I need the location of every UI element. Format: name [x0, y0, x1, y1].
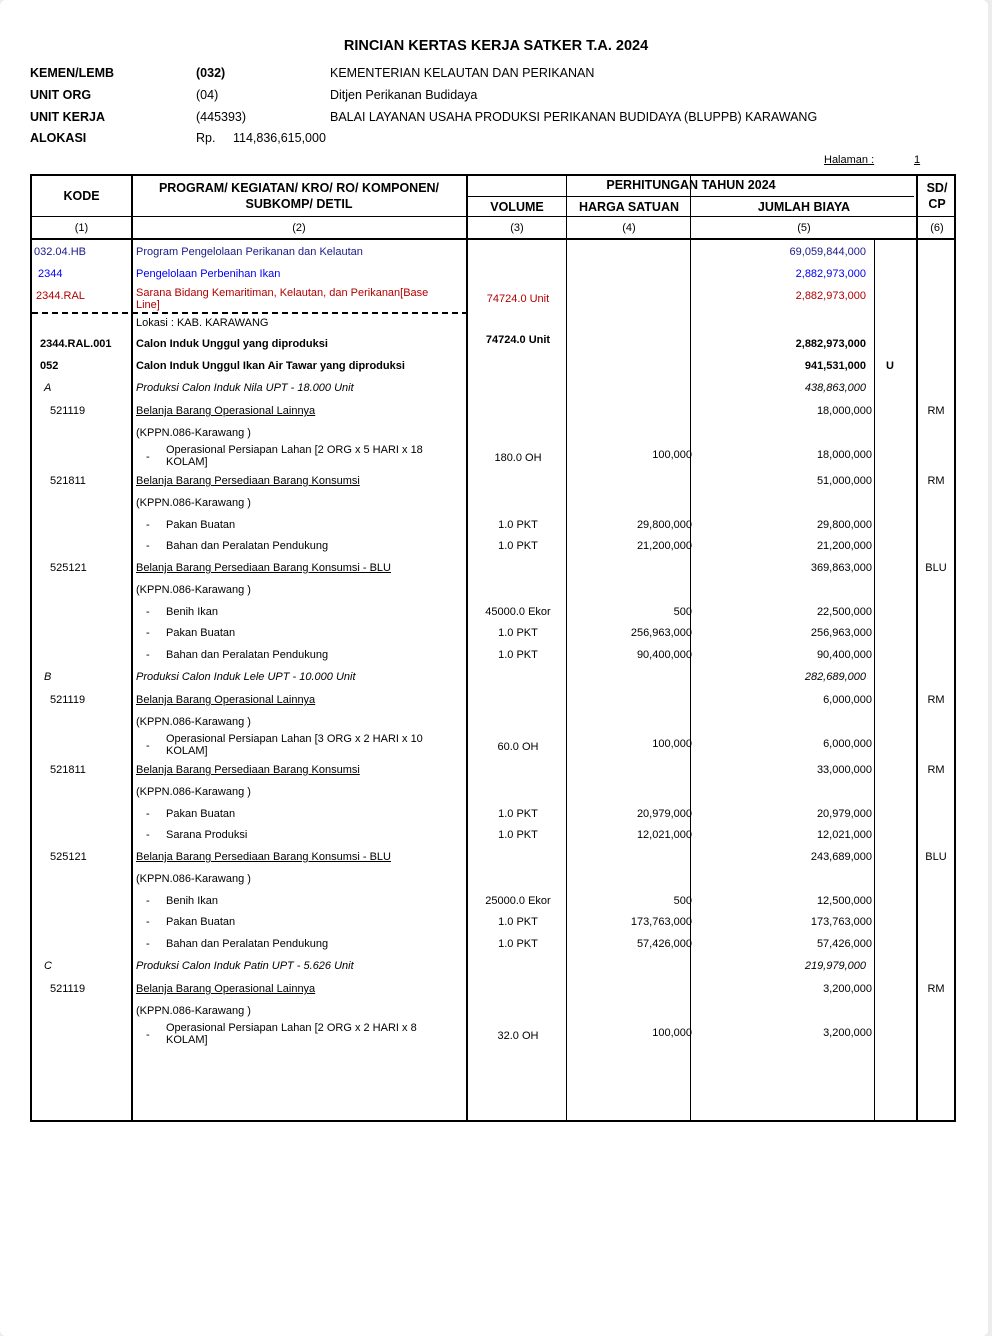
kemen-code: (032): [196, 66, 226, 80]
row-volume: 25000.0 Ekor: [485, 895, 551, 907]
colnum-4: (4): [622, 222, 636, 234]
row-desc: (KPPN.086-Karawang ): [136, 716, 251, 728]
row-desc: Belanja Barang Persediaan Barang Konsumsi: [136, 764, 360, 776]
row-desc-line2: KOLAM]: [166, 745, 208, 757]
row-desc: Produksi Calon Induk Patin UPT - 5.626 Unit: [136, 960, 354, 972]
row-volume: 32.0 OH: [497, 1030, 539, 1042]
row-bullet: -: [146, 1029, 150, 1041]
unitkerja-label: UNIT KERJA: [30, 110, 106, 124]
row-volume: 74724.0 Unit: [485, 334, 551, 346]
row-harga: 29,800,000: [636, 519, 692, 531]
row-kode: 521119: [50, 405, 86, 417]
colnum-5: (5): [797, 222, 811, 234]
row-harga: 500: [673, 606, 692, 618]
unitkerja-name: BALAI LAYANAN USAHA PRODUKSI PERIKANAN BUDIDAYA (BLUPPB) KARAWANG: [330, 110, 818, 124]
row-bullet: -: [146, 916, 150, 928]
colnum-2: (2): [292, 222, 306, 234]
header-cp: CP: [928, 197, 946, 211]
row-bullet: -: [146, 829, 150, 841]
row-desc: Bahan dan Peralatan Pendukung: [166, 649, 329, 661]
row-jumlah: 6,000,000: [823, 738, 872, 750]
row-jumlah: 12,021,000: [816, 829, 872, 841]
kemen-name: KEMENTERIAN KELAUTAN DAN PERIKANAN: [330, 66, 595, 80]
row-u-flag: U: [886, 360, 894, 372]
row-desc-line2: KOLAM]: [166, 1034, 208, 1046]
row-volume: 1.0 PKT: [498, 540, 538, 552]
row-volume: 1.0 PKT: [498, 627, 538, 639]
row-desc-line1: Operasional Persiapan Lahan [2 ORG x 2 HARI x 8: [166, 1022, 417, 1034]
colnum-3: (3): [510, 222, 524, 234]
unitkerja-code: (445393): [196, 110, 247, 124]
row-harga: 100,000: [652, 1027, 692, 1039]
unitorg-label: UNIT ORG: [30, 88, 92, 102]
row-desc-line1: Sarana Bidang Kemaritiman, Kelautan, dan Perikanan[Base: [136, 287, 429, 299]
row-harga: 173,763,000: [630, 916, 692, 928]
row-desc: (KPPN.086-Karawang ): [136, 786, 251, 798]
budget-table: [30, 174, 956, 1122]
header-harga-satuan: HARGA SATUAN: [579, 200, 679, 214]
row-jumlah: 22,500,000: [816, 606, 872, 618]
header-program-line2: SUBKOMP/ DETIL: [245, 197, 353, 211]
row-volume: 45000.0 Ekor: [485, 606, 551, 618]
row-bullet: -: [146, 519, 150, 531]
row-jumlah: 6,000,000: [823, 694, 872, 706]
row-jumlah: 2,882,973,000: [795, 268, 866, 280]
row-sd: RM: [927, 694, 945, 706]
document-title: RINCIAN KERTAS KERJA SATKER T.A. 2024: [343, 38, 649, 54]
header-perhitungan: PERHITUNGAN TAHUN 2024: [606, 178, 776, 192]
row-desc: Calon Induk Unggul yang diproduksi: [136, 338, 328, 350]
row-jumlah: 3,200,000: [823, 983, 872, 995]
row-jumlah: 173,763,000: [810, 916, 872, 928]
row-desc: Pengelolaan Perbenihan Ikan: [136, 268, 281, 280]
row-kode: 052: [40, 360, 59, 372]
row-jumlah: 219,979,000: [804, 960, 866, 972]
row-sd: RM: [927, 983, 945, 995]
row-volume: 1.0 PKT: [498, 829, 538, 841]
row-bullet: -: [146, 649, 150, 661]
row-desc: Belanja Barang Operasional Lainnya: [136, 405, 316, 417]
row-sd: BLU: [925, 851, 947, 863]
row-desc-line2: KOLAM]: [166, 456, 208, 468]
unitorg-name: Ditjen Perikanan Budidaya: [330, 88, 478, 102]
row-desc: Lokasi : KAB. KARAWANG: [136, 317, 269, 329]
row-desc: (KPPN.086-Karawang ): [136, 873, 251, 885]
row-desc: Bahan dan Peralatan Pendukung: [166, 938, 329, 950]
row-desc: Sarana Produksi: [166, 829, 248, 841]
row-jumlah: 51,000,000: [816, 475, 872, 487]
kemen-label: KEMEN/LEMB: [30, 66, 115, 80]
row-volume: 180.0 OH: [494, 452, 542, 464]
row-kode: 521811: [50, 764, 86, 776]
row-desc: (KPPN.086-Karawang ): [136, 584, 251, 596]
row-jumlah: 57,426,000: [816, 938, 872, 950]
header-jumlah-biaya: JUMLAH BIAYA: [757, 200, 851, 214]
row-jumlah: 941,531,000: [804, 360, 866, 372]
header-kode: KODE: [63, 189, 100, 203]
row-desc: (KPPN.086-Karawang ): [136, 497, 251, 509]
halaman-label: Halaman :: [824, 154, 875, 166]
header-program-line1: PROGRAM/ KEGIATAN/ KRO/ RO/ KOMPONEN/: [158, 181, 440, 195]
row-kode: 521119: [50, 694, 86, 706]
header-volume: VOLUME: [490, 200, 544, 214]
row-jumlah: 90,400,000: [816, 649, 872, 661]
row-desc: Calon Induk Unggul Ikan Air Tawar yang diproduksi: [136, 360, 405, 372]
row-jumlah: 2,882,973,000: [795, 290, 866, 302]
row-harga: 100,000: [652, 449, 692, 461]
row-bullet: -: [146, 627, 150, 639]
row-jumlah: 3,200,000: [823, 1027, 872, 1039]
row-desc: Belanja Barang Persediaan Barang Konsumsi: [136, 475, 360, 487]
row-sd: BLU: [925, 562, 947, 574]
row-harga: 12,021,000: [636, 829, 692, 841]
row-volume: 1.0 PKT: [498, 938, 538, 950]
row-volume: 1.0 PKT: [498, 808, 538, 820]
row-bullet: -: [146, 938, 150, 950]
row-bullet: -: [146, 606, 150, 618]
row-kode: 032.04.HB: [34, 246, 86, 258]
dashed-separator: [32, 312, 468, 314]
unitorg-code: (04): [196, 88, 219, 102]
row-desc: (KPPN.086-Karawang ): [136, 427, 251, 439]
row-jumlah: 282,689,000: [804, 671, 866, 683]
row-kode: 2344: [38, 268, 63, 280]
row-desc: Belanja Barang Persediaan Barang Konsumsi - BLU: [136, 562, 391, 574]
row-desc: Program Pengelolaan Perikanan dan Kelautan: [136, 246, 363, 258]
row-harga: 57,426,000: [636, 938, 692, 950]
row-sd: RM: [927, 764, 945, 776]
row-sd: RM: [927, 475, 945, 487]
row-bullet: -: [146, 451, 150, 463]
row-kode: 2344.RAL.001: [40, 338, 112, 350]
row-kode: C: [44, 960, 52, 972]
row-desc: Bahan dan Peralatan Pendukung: [166, 540, 329, 552]
row-kode: 521811: [50, 475, 86, 487]
row-kode: 2344.RAL: [36, 290, 85, 302]
row-jumlah: 29,800,000: [816, 519, 872, 531]
row-jumlah: 2,882,973,000: [795, 338, 866, 350]
halaman-value: 1: [914, 154, 921, 166]
row-desc: Produksi Calon Induk Lele UPT - 10.000 Unit: [136, 671, 356, 683]
alokasi-value: 114,836,615,000: [233, 131, 326, 145]
row-jumlah: 33,000,000: [816, 764, 872, 776]
row-bullet: -: [146, 895, 150, 907]
row-jumlah: 18,000,000: [816, 449, 872, 461]
row-jumlah: 69,059,844,000: [789, 246, 866, 258]
row-kode: 525121: [50, 562, 87, 574]
row-bullet: -: [146, 740, 150, 752]
row-volume: 1.0 PKT: [498, 519, 538, 531]
colnum-6: (6): [930, 222, 944, 234]
row-jumlah: 256,963,000: [810, 627, 872, 639]
row-harga: 20,979,000: [636, 808, 692, 820]
row-desc: Belanja Barang Persediaan Barang Konsumsi - BLU: [136, 851, 391, 863]
row-volume: 74724.0 Unit: [486, 293, 550, 305]
row-desc-line1: Operasional Persiapan Lahan [3 ORG x 2 HARI x 10: [166, 733, 423, 745]
row-sd: RM: [927, 405, 945, 417]
row-desc: Benih Ikan: [166, 606, 218, 618]
row-desc-line2: Line]: [136, 299, 160, 311]
row-kode: A: [44, 382, 52, 394]
header-sd: SD/: [926, 181, 948, 195]
row-desc: Belanja Barang Operasional Lainnya: [136, 694, 316, 706]
colnum-1: (1): [74, 222, 89, 234]
row-desc: (KPPN.086-Karawang ): [136, 1005, 251, 1017]
alokasi-currency: Rp.: [196, 131, 216, 145]
row-bullet: -: [146, 540, 150, 552]
row-desc-line1: Operasional Persiapan Lahan [2 ORG x 5 HARI x 18: [166, 444, 423, 456]
row-kode: 521119: [50, 983, 86, 995]
row-desc: Pakan Buatan: [166, 519, 236, 531]
row-jumlah: 438,863,000: [804, 382, 866, 394]
row-desc: Pakan Buatan: [166, 916, 236, 928]
row-bullet: -: [146, 808, 150, 820]
row-volume: 60.0 OH: [497, 741, 539, 753]
row-harga: 90,400,000: [636, 649, 692, 661]
row-desc: Produksi Calon Induk Nila UPT - 18.000 Unit: [136, 382, 354, 394]
row-jumlah: 21,200,000: [816, 540, 872, 552]
row-kode: B: [44, 671, 52, 683]
row-desc: Pakan Buatan: [166, 808, 236, 820]
row-jumlah: 18,000,000: [816, 405, 872, 417]
row-harga: 21,200,000: [636, 540, 692, 552]
row-desc: Benih Ikan: [166, 895, 218, 907]
row-volume: 1.0 PKT: [498, 649, 538, 661]
row-jumlah: 12,500,000: [816, 895, 872, 907]
row-harga: 500: [673, 895, 692, 907]
alokasi-label: ALOKASI: [30, 131, 87, 145]
row-jumlah: 243,689,000: [810, 851, 872, 863]
row-harga: 100,000: [652, 738, 692, 750]
row-kode: 525121: [50, 851, 87, 863]
row-jumlah: 369,863,000: [810, 562, 872, 574]
row-harga: 256,963,000: [630, 627, 692, 639]
row-jumlah: 20,979,000: [816, 808, 872, 820]
row-desc: Belanja Barang Operasional Lainnya: [136, 983, 316, 995]
row-volume: 1.0 PKT: [498, 916, 538, 928]
row-desc: Pakan Buatan: [166, 627, 236, 639]
